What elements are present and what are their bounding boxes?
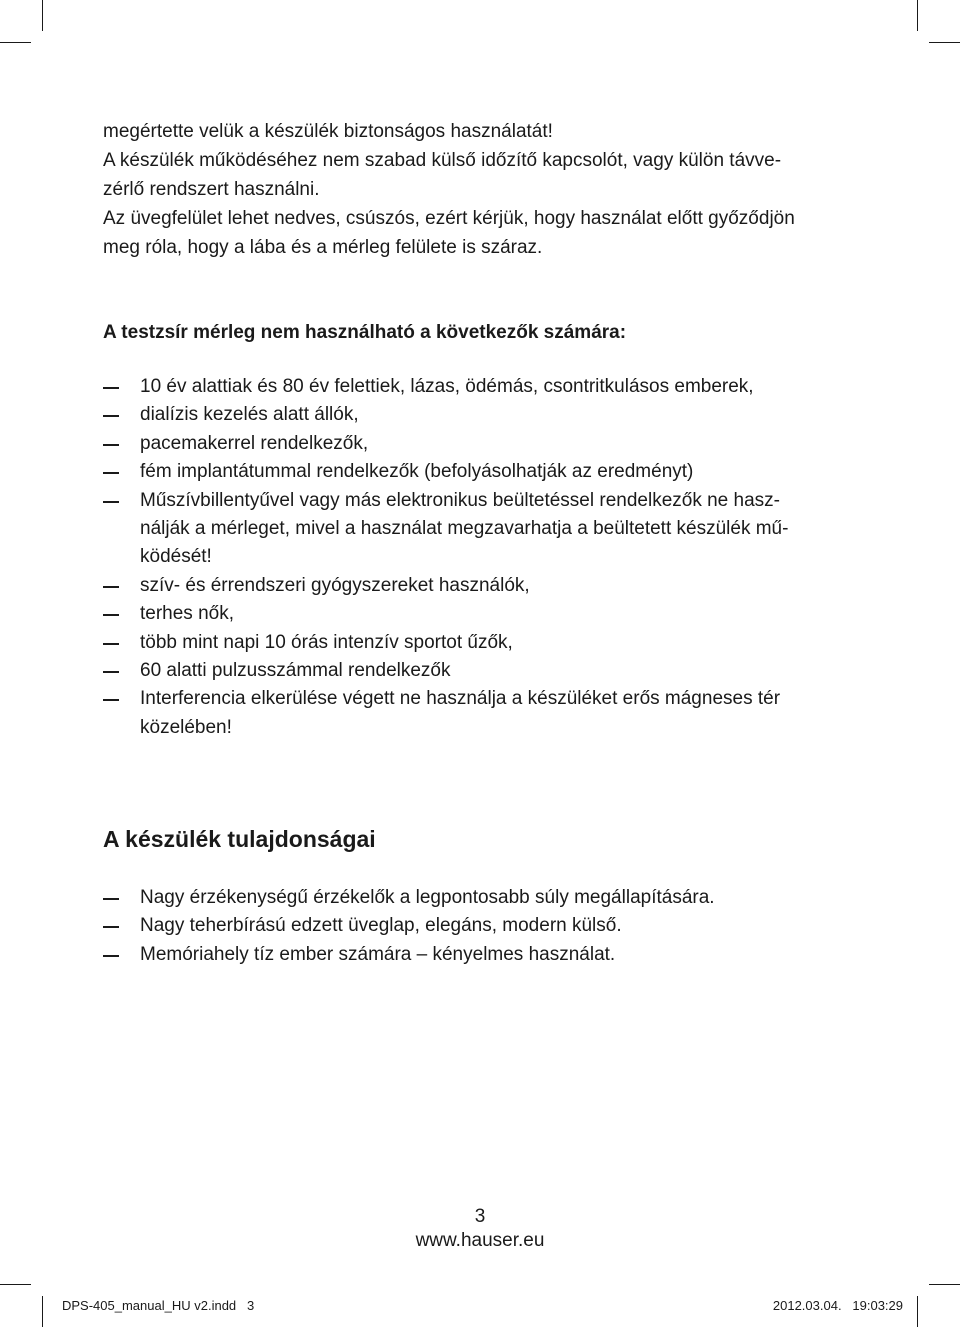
dash-bullet — [103, 387, 119, 389]
crop-mark — [917, 0, 918, 31]
list-item — [103, 629, 863, 657]
list-item-text: több mint napi 10 órás intenzív sportot űzők, — [140, 631, 513, 653]
list-item-text: Műszívbillentyűvel vagy más elektronikus beültetéssel rendelkezők ne hasz- — [140, 489, 780, 511]
list-item — [103, 373, 863, 401]
dash-bullet — [103, 444, 119, 446]
text-line: megértette velük a készülék biztonságos használatát! — [103, 121, 553, 142]
list-item-text: 60 alatti pulzusszámmal rendelkezők — [140, 660, 451, 682]
page-number: 3 — [474, 1206, 486, 1227]
list-item — [103, 657, 863, 685]
dash-bullet — [103, 415, 119, 417]
list-item-text: 10 év alattiak és 80 év felettiek, lázas, ödémás, csontritkulásos emberek, — [140, 376, 754, 397]
dash-bullet — [103, 472, 119, 474]
list-item — [103, 401, 863, 429]
dash-bullet — [103, 898, 119, 900]
website-link[interactable]: www.hauser.eu — [415, 1230, 545, 1251]
crop-mark — [917, 1296, 918, 1327]
crop-mark — [0, 42, 31, 43]
dash-bullet — [103, 671, 119, 673]
list-item-text: Interferencia elkerülése végett ne használja a készüléket erős mágneses tér — [140, 688, 781, 710]
list-item-text: terhes nők, — [140, 603, 234, 625]
text-line: A készülék működéséhez nem szabad külső időzítő kapcsolót, vagy külön távve- — [103, 150, 782, 171]
features-heading: A készülék tulajdonságai — [103, 826, 376, 852]
dash-bullet — [103, 699, 119, 701]
crop-mark — [929, 42, 960, 43]
text-line: meg róla, hogy a lába és a mérleg felülete is száraz. — [103, 237, 543, 258]
list-item — [103, 912, 863, 940]
list-item — [103, 487, 863, 572]
list-item-text: pacemakerrel rendelkezők, — [140, 432, 369, 454]
dash-bullet — [103, 614, 119, 616]
list-item — [103, 430, 863, 458]
dash-bullet — [103, 955, 119, 957]
crop-mark — [42, 1296, 43, 1327]
list-item — [103, 572, 863, 600]
slug-filename: DPS-405_manual_HU v2.indd 3 — [62, 1298, 255, 1313]
crop-mark — [929, 1284, 960, 1285]
features-list — [103, 884, 863, 969]
list-item-text: Memóriahely tíz ember számára – kényelmes használat. — [140, 943, 616, 965]
list-item — [103, 458, 863, 486]
list-item — [103, 941, 863, 969]
crop-mark — [0, 1284, 31, 1285]
intro-paragraph — [103, 117, 863, 262]
text-line: zérlő rendszert használni. — [103, 179, 320, 200]
list-item — [103, 685, 863, 742]
list-item-text: ködését! — [140, 546, 212, 568]
list-item-text: Nagy érzékenységű érzékelők a legpontosabb súly megállapítására. — [140, 887, 715, 908]
dash-bullet — [103, 501, 119, 503]
list-item — [103, 600, 863, 628]
list-item — [103, 884, 863, 912]
list-item-text: Nagy teherbírású edzett üveglap, elegáns, modern külső. — [140, 915, 622, 937]
restrictions-heading: A testzsír mérleg nem használható a következők számára: — [103, 322, 627, 343]
crop-mark — [42, 0, 43, 31]
list-item-text: közelében! — [140, 716, 232, 738]
text-line: Az üvegfelület lehet nedves, csúszós, ezért kérjük, hogy használat előtt győződjön — [103, 208, 795, 229]
list-item-text: dialízis kezelés alatt állók, — [140, 404, 359, 426]
dash-bullet — [103, 926, 119, 928]
list-item-text: fém implantátummal rendelkezők (befolyásolhatják az eredményt) — [140, 461, 694, 483]
dash-bullet — [103, 643, 119, 645]
list-item-text: szív- és érrendszeri gyógyszereket használók, — [140, 574, 530, 596]
dash-bullet — [103, 586, 119, 588]
list-item-text: nálják a mérleget, mivel a használat megzavarhatja a beültetett készülék mű- — [140, 518, 789, 540]
restrictions-list — [103, 373, 863, 742]
slug-timestamp: 2012.03.04. 19:03:29 — [772, 1298, 903, 1313]
